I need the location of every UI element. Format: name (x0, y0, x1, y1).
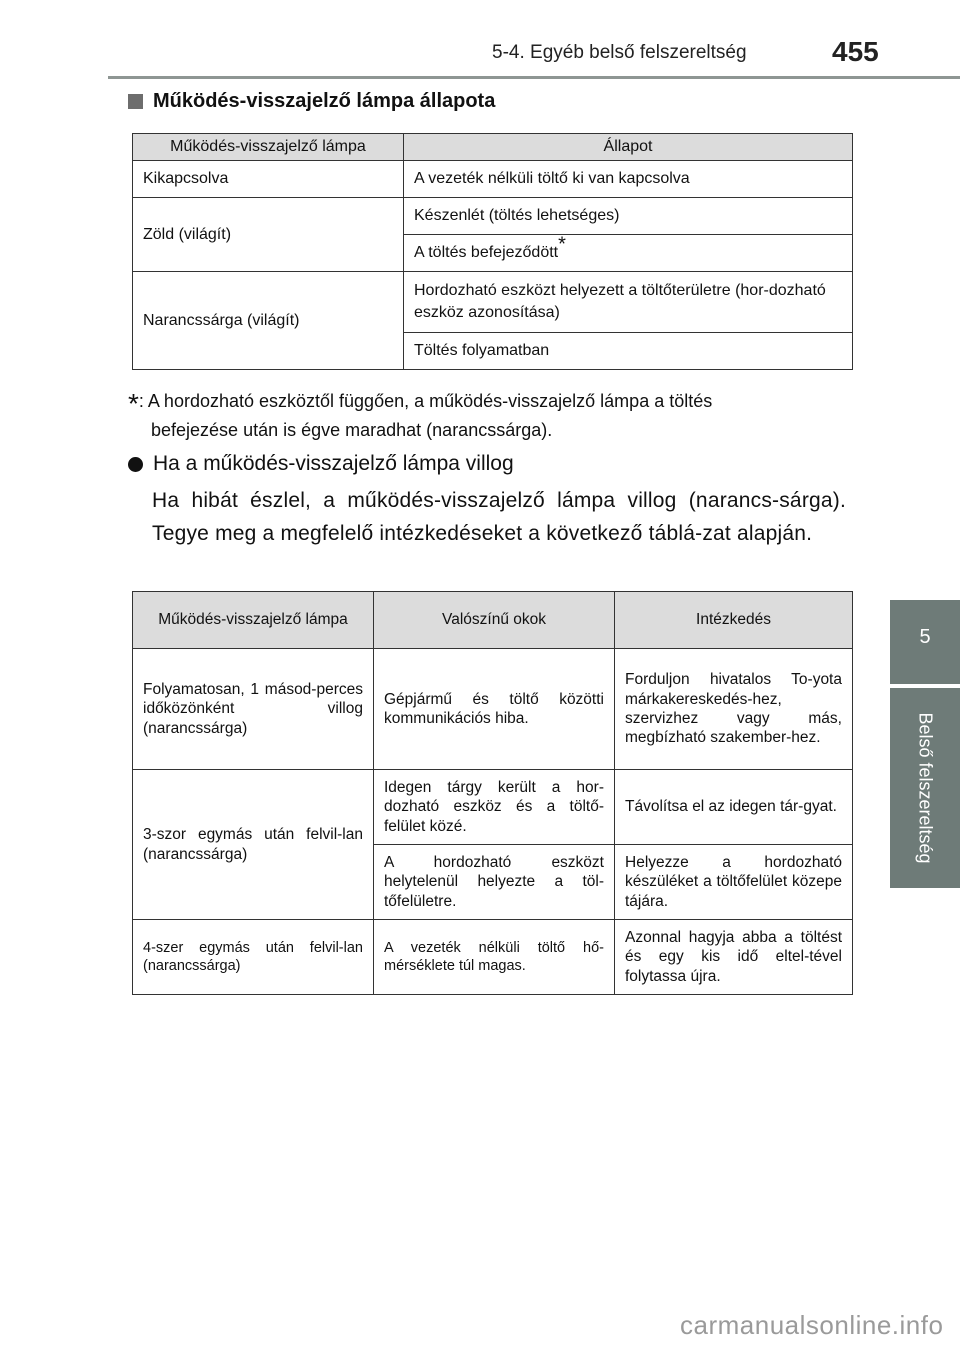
table-cell: Idegen tárgy került a hor-dozható eszköz és a töltő-felület közé. (374, 770, 615, 845)
bullet-heading (128, 452, 514, 476)
table-row (133, 770, 853, 845)
chapter-tab (890, 688, 960, 888)
circle-bullet-icon (128, 457, 143, 472)
header-section-title: 5-4. Egyéb belső felszereltség (492, 42, 747, 63)
table-cell (404, 235, 853, 272)
column-header: Intézkedés (615, 592, 853, 649)
table-cell: Azonnal hagyja abba a töltést és egy kis idő eltel-tével folytassa újra. (615, 920, 853, 995)
table-row (133, 161, 853, 198)
table-cell: Folyamatosan, 1 másod-perces időközönként villog (narancssárga) (133, 649, 374, 770)
table-row (133, 920, 853, 995)
square-bullet-icon (128, 94, 143, 109)
table-row (133, 649, 853, 770)
table-cell: A vezeték nélküli töltő hő-mérséklete túl magas. (374, 920, 615, 995)
table-cell: Zöld (világít) (133, 198, 404, 272)
table-cell: 3-szor egymás után felvil-lan (narancssárga) (133, 770, 374, 920)
table-cell: Kikapcsolva (133, 161, 404, 198)
table-header-row (133, 592, 853, 649)
section-heading-text: Működés-visszajelző lámpa állapota (153, 90, 496, 112)
bullet-body-text: Ha hibát észlel, a működés-visszajelző lámpa villog (narancs-sárga). Tegye meg a megfelelő intézkedéseket a következő táblá-zat alapján. (152, 489, 846, 545)
footnote-text-cont: befejezése után is égve maradhat (narancssárga). (151, 420, 553, 440)
cell-text: A töltés befejeződött (414, 244, 559, 261)
table-cell: Hordozható eszközt helyezett a töltőterületre (hor-dozható eszköz azonosítása) (404, 272, 853, 333)
column-header: Valószínű okok (374, 592, 615, 649)
column-header: Működés-visszajelző lámpa (133, 592, 374, 649)
asterisk-marker: * (558, 233, 566, 256)
table-cell: A vezeték nélküli töltő ki van kapcsolva (404, 161, 853, 198)
footnote (128, 388, 846, 444)
chapter-tab-number: 5 (890, 600, 960, 684)
table-cell: Távolítsa el az idegen tár-gyat. (615, 770, 853, 845)
table-cell: A hordozható eszközt helytelenül helyezte a töl-tőfelületre. (374, 845, 615, 920)
footnote-text: : A hordozható eszköztől függően, a működés-visszajelző lámpa a töltés (138, 391, 713, 411)
chapter-tab-label: Belső felszereltség (915, 712, 936, 864)
section-heading (128, 90, 495, 113)
footnote-marker: * (128, 388, 139, 419)
header-divider (108, 76, 960, 79)
table-cell: Narancssárga (világít) (133, 272, 404, 370)
page-number: 455 (832, 36, 879, 67)
table-row (133, 198, 853, 235)
table-header-row (133, 134, 853, 161)
lamp-status-table (132, 133, 853, 370)
table-cell: Forduljon hivatalos To-yota márkakereskedés-hez, szervizhez vagy más, megbízható szakember-hez. (615, 649, 853, 770)
bullet-heading-text: Ha a működés-visszajelző lámpa villog (153, 452, 514, 475)
lamp-fault-table (132, 591, 853, 995)
table-cell: Gépjármű és töltő közötti kommunikációs hiba. (374, 649, 615, 770)
table-cell: Helyezze a hordozható készüléket a töltőfelület közepe tájára. (615, 845, 853, 920)
column-header: Állapot (404, 134, 853, 161)
column-header: Működés-visszajelző lámpa (133, 134, 404, 161)
table-cell: 4-szer egymás után felvil-lan (narancssárga) (133, 920, 374, 995)
table-cell: Készenlét (töltés lehetséges) (404, 198, 853, 235)
table-row (133, 272, 853, 333)
table-cell: Töltés folyamatban (404, 333, 853, 370)
watermark: carmanualsonline.info (680, 1310, 944, 1340)
